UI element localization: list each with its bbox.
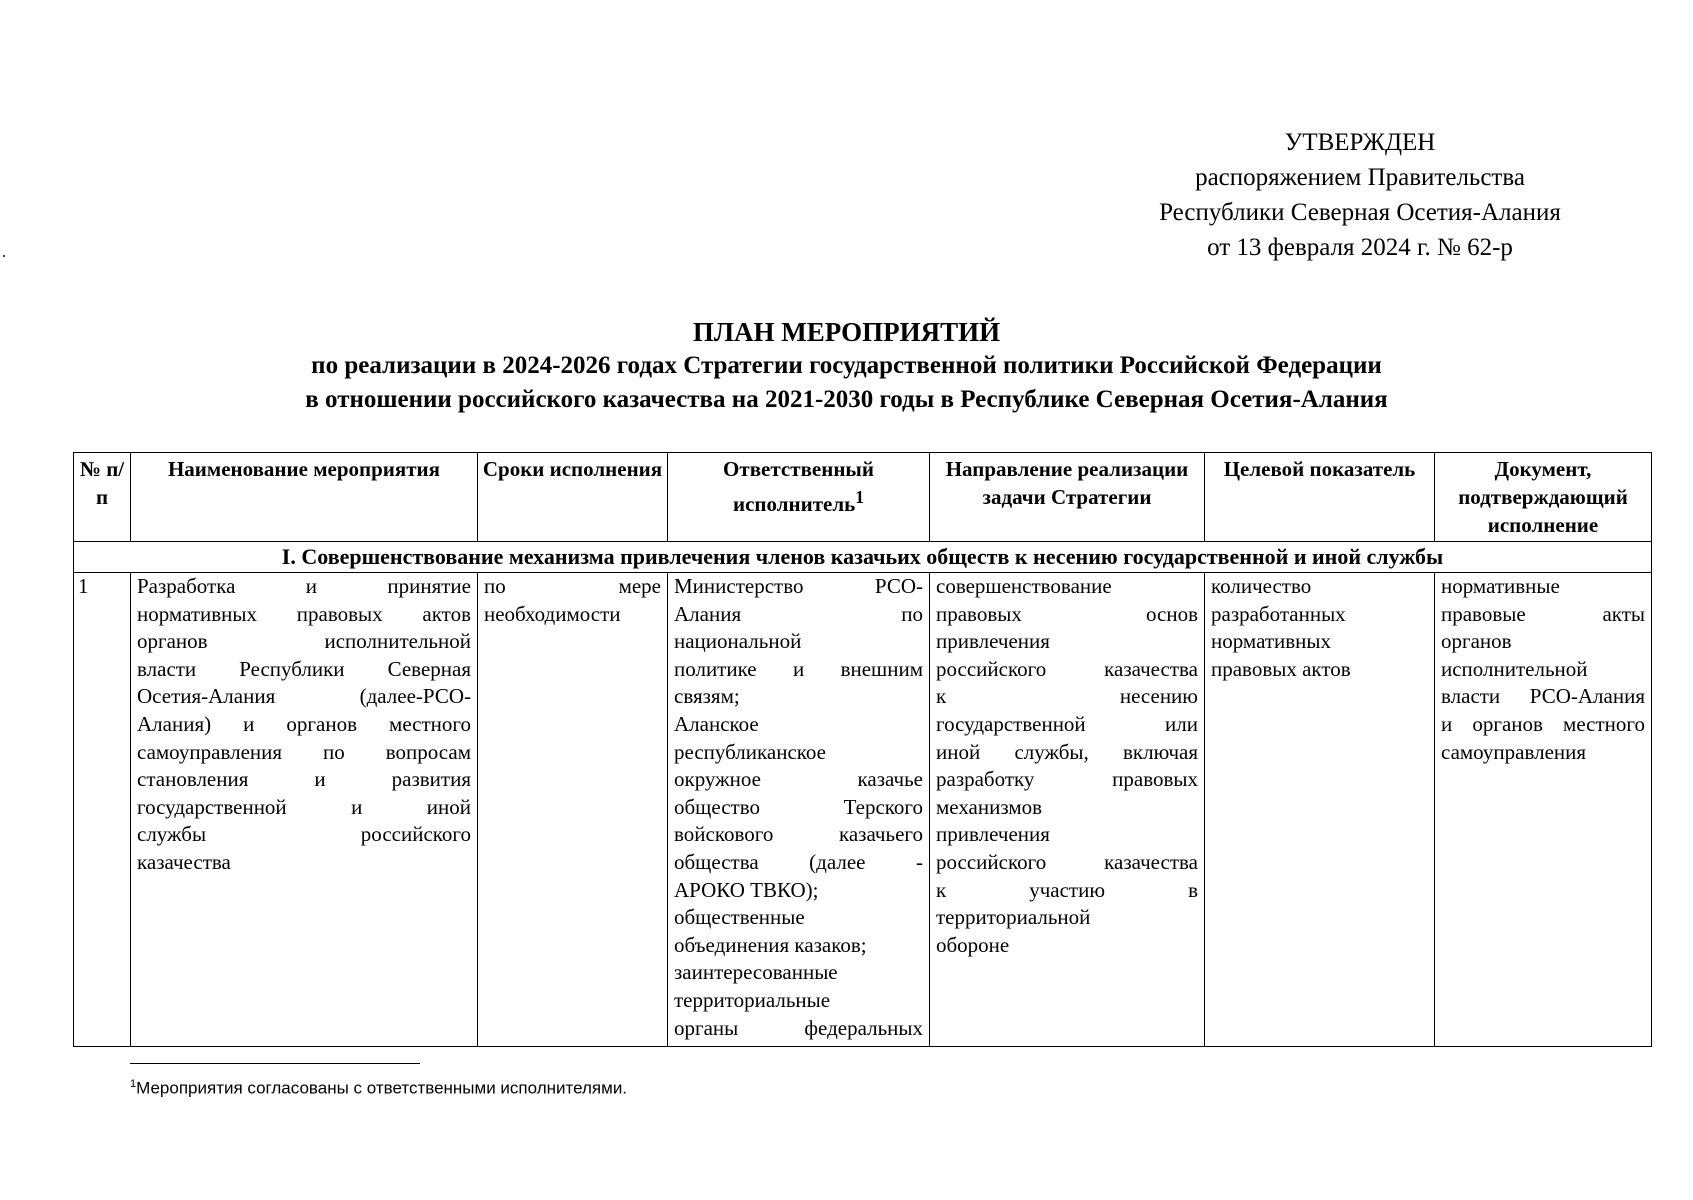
table-header-row bbox=[74, 453, 1652, 542]
cell-line: количество bbox=[1211, 574, 1312, 598]
document-title bbox=[0, 315, 1693, 417]
approval-stamp bbox=[1120, 125, 1600, 265]
cell-line: республиканское bbox=[674, 739, 826, 764]
plan-subtitle: по реализации в 2024-2026 годах Стратегии государственной политики Российской Федерации bbox=[311, 352, 1382, 379]
cell-line: нормативные bbox=[1441, 574, 1560, 598]
cell-line: Алания по bbox=[674, 601, 923, 626]
cell-line: территориальной bbox=[936, 905, 1091, 930]
cell-line: правовых актов bbox=[1211, 656, 1351, 681]
cell-line: и органов местного bbox=[1441, 711, 1645, 736]
cell-line: самоуправления по вопросам bbox=[137, 739, 471, 764]
header-term: Сроки исполнения bbox=[478, 453, 668, 542]
plan-title: ПЛАН МЕРОПРИЯТИЙ bbox=[692, 317, 1001, 347]
cell-line: войскового казачьего bbox=[674, 822, 923, 847]
header-direction: Направление реализации задачи Стратегии bbox=[930, 453, 1205, 542]
footnote-text: Мероприятия согласованы с ответственными исполнителями. bbox=[136, 1078, 628, 1098]
cell-line: нормативных bbox=[1211, 629, 1332, 654]
cell-line: окружное казачье bbox=[674, 767, 923, 792]
cell-line: власти РСО-Алания bbox=[1441, 684, 1645, 709]
footnote-divider bbox=[130, 1063, 420, 1064]
cell-line: органы федеральных bbox=[674, 1015, 923, 1040]
cell-line: самоуправления bbox=[1441, 739, 1587, 764]
header-indicator: Целевой показатель bbox=[1205, 453, 1435, 542]
section-row bbox=[74, 542, 1652, 573]
cell-line: разработанных bbox=[1211, 601, 1346, 626]
approval-heading: УТВЕРЖДЕН bbox=[1284, 129, 1436, 156]
approval-line: Республики Северная Осетия-Алания bbox=[1159, 199, 1561, 226]
cell-line: становления и развития bbox=[137, 767, 471, 792]
cell-line: обороне bbox=[936, 932, 1010, 957]
cell-line: привлечения bbox=[936, 629, 1050, 654]
plan-table bbox=[73, 452, 1652, 1047]
plan-subtitle: в отношении российского казачества на 2021-2030 годы в Республике Северная Осетия-Алания bbox=[305, 386, 1388, 413]
cell-line: общество Терского bbox=[674, 794, 923, 819]
scan-speck bbox=[3, 255, 5, 257]
cell-line: Разработка и принятие bbox=[137, 574, 471, 598]
section-title: I. Совершенствование механизма привлечения членов казачьих обществ к несению государственной и иной службы bbox=[74, 542, 1652, 573]
row-name bbox=[131, 573, 478, 1047]
footnote-ref: 1 bbox=[855, 487, 864, 507]
cell-line: заинтересованные bbox=[674, 960, 838, 985]
header-document: Документ, подтверждающий исполнение bbox=[1435, 453, 1652, 542]
row-executor bbox=[668, 573, 930, 1047]
row-num: 1 bbox=[74, 573, 131, 1047]
cell-line: государственной или bbox=[936, 711, 1198, 736]
row-direction bbox=[930, 573, 1205, 1047]
cell-line: Алания) и органов местного bbox=[137, 711, 471, 736]
cell-line: исполнительной bbox=[1441, 656, 1588, 681]
cell-line: привлечения bbox=[936, 822, 1050, 847]
cell-line: органов bbox=[1441, 629, 1512, 654]
row-indicator bbox=[1205, 573, 1435, 1047]
cell-line: связям; bbox=[674, 684, 740, 709]
approval-date: от 13 февраля 2024 г. № 62-р bbox=[1207, 234, 1513, 261]
cell-line: иной службы, включая bbox=[936, 739, 1198, 764]
cell-line: объединения казаков; bbox=[674, 932, 867, 957]
cell-line: органов исполнительной bbox=[137, 629, 471, 654]
cell-line: национальной bbox=[674, 629, 802, 654]
cell-line: правовые акты bbox=[1441, 601, 1645, 626]
row-term bbox=[478, 573, 668, 1047]
cell-line: власти Республики Северная bbox=[137, 656, 471, 681]
approval-line: распоряжением Правительства bbox=[1195, 164, 1525, 191]
cell-line: российского казачества bbox=[936, 656, 1198, 681]
cell-line: Аланское bbox=[674, 711, 759, 736]
cell-line: государственной и иной bbox=[137, 794, 471, 819]
row-document bbox=[1435, 573, 1652, 1047]
footnote-mark: 1 bbox=[130, 1078, 137, 1090]
cell-line: российского казачества bbox=[936, 849, 1198, 874]
header-name: Наименование мероприятия bbox=[131, 453, 478, 542]
cell-line: к несению bbox=[936, 684, 1198, 709]
cell-line: нормативных правовых актов bbox=[137, 601, 471, 626]
cell-line: совершенствование bbox=[936, 574, 1112, 598]
header-num: № п/п bbox=[74, 453, 131, 542]
cell-line: службы российского bbox=[137, 822, 471, 847]
cell-line: политике и внешним bbox=[674, 656, 923, 681]
footnote bbox=[130, 1078, 627, 1099]
cell-line: общественные bbox=[674, 905, 805, 930]
cell-line: Осетия-Алания (далее-РСО- bbox=[137, 684, 471, 709]
header-executor bbox=[668, 453, 930, 542]
cell-line: Министерство РСО- bbox=[674, 574, 923, 598]
cell-line: механизмов bbox=[936, 794, 1043, 819]
cell-line: территориальные bbox=[674, 987, 831, 1012]
cell-line: к участию в bbox=[936, 877, 1198, 902]
cell-line: по мере bbox=[484, 574, 661, 598]
table-row bbox=[74, 573, 1652, 1047]
cell-line: правовых основ bbox=[936, 601, 1198, 626]
cell-line: АРОКО ТВКО); bbox=[674, 877, 819, 902]
cell-line: казачества bbox=[137, 849, 231, 874]
cell-line: общества (далее - bbox=[674, 849, 923, 874]
header-executor-label: Ответственный исполнитель bbox=[723, 457, 874, 516]
cell-line: необходимости bbox=[484, 601, 621, 626]
cell-line: разработку правовых bbox=[936, 767, 1198, 792]
